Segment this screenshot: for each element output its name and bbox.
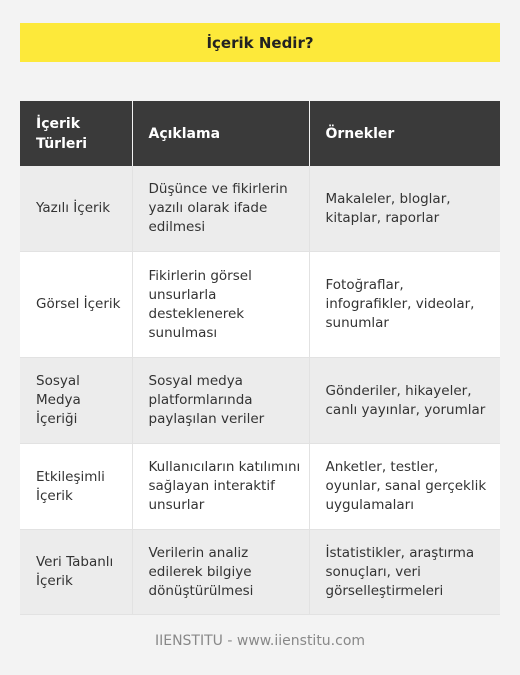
cell-examples: Anketler, testler, oyunlar, sanal gerçeklik uygulamaları (309, 444, 500, 530)
cell-type: Görsel İçerik (20, 252, 132, 358)
cell-examples: Fotoğraflar, infografikler, videolar, sunumlar (309, 252, 500, 358)
header-description: Açıklama (132, 101, 309, 166)
table-row (20, 358, 500, 444)
cell-description: Fikirlerin görsel unsurlarla desteklenerek sunulması (132, 252, 309, 358)
cell-type: Sosyal Medya İçeriği (20, 358, 132, 444)
content-types-table (20, 101, 500, 615)
table-header-row (20, 101, 500, 166)
table-row (20, 530, 500, 615)
cell-examples: Makaleler, bloglar, kitaplar, raporlar (309, 166, 500, 252)
cell-description: Kullanıcıların katılımını sağlayan interaktif unsurlar (132, 444, 309, 530)
table-row (20, 252, 500, 358)
page-title: İçerik Nedir? (20, 23, 500, 62)
table-row (20, 444, 500, 530)
cell-examples: Gönderiler, hikayeler, canlı yayınlar, yorumlar (309, 358, 500, 444)
cell-description: Verilerin analiz edilerek bilgiye dönüştürülmesi (132, 530, 309, 615)
header-content-types: İçerik Türleri (20, 101, 132, 166)
table-row (20, 166, 500, 252)
cell-type: Veri Tabanlı İçerik (20, 530, 132, 615)
cell-description: Düşünce ve fikirlerin yazılı olarak ifade edilmesi (132, 166, 309, 252)
cell-examples: İstatistikler, araştırma sonuçları, veri görselleştirmeleri (309, 530, 500, 615)
cell-type: Etkileşimli İçerik (20, 444, 132, 530)
header-examples: Örnekler (309, 101, 500, 166)
cell-type: Yazılı İçerik (20, 166, 132, 252)
cell-description: Sosyal medya platformlarında paylaşılan veriler (132, 358, 309, 444)
footer-source: IIENSTITU - www.iienstitu.com (154, 633, 366, 649)
